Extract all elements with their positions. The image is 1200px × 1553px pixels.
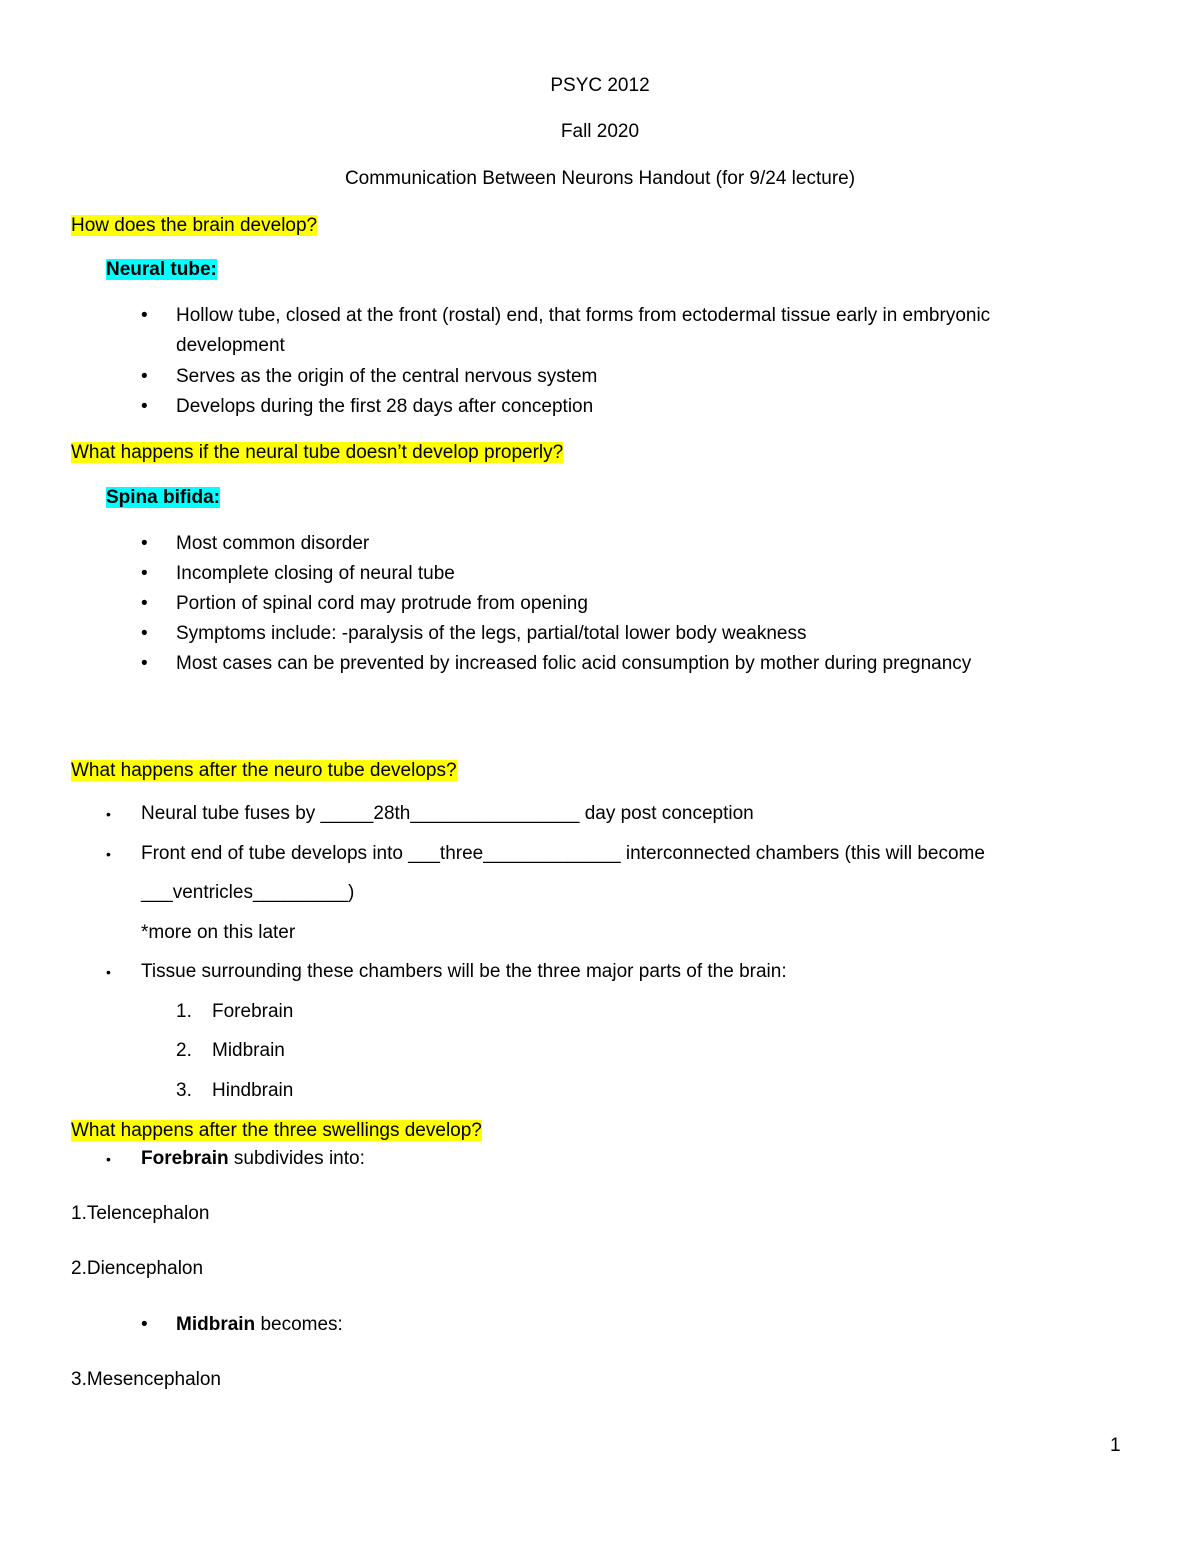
list-item: Portion of spinal cord may protrude from opening [176, 593, 588, 614]
question-text: What happens if the neural tube doesn’t develop properly? [71, 442, 564, 463]
bullet-icon: • [141, 305, 148, 326]
question-text: What happens after the neuro tube develops? [71, 760, 457, 781]
question-after-neuro-tube [71, 759, 457, 783]
bullet-icon: • [141, 563, 148, 584]
term-text: Spina bifida: [106, 487, 220, 508]
bullet-icon: • [141, 533, 148, 554]
term-spina-bifida [106, 486, 220, 510]
question-text: How does the brain develop? [71, 215, 318, 236]
question-text: What happens after the three swellings develop? [71, 1120, 482, 1141]
forebrain-label: Forebrain [141, 1148, 229, 1169]
bullet-icon: • [141, 366, 148, 387]
subdivision-item: 2.Diencephalon [71, 1258, 204, 1279]
list-item: Most common disorder [176, 533, 370, 554]
question-neural-tube-improper [71, 441, 563, 465]
list-item: Develops during the first 28 days after conception [176, 396, 594, 417]
question-after-swellings [71, 1119, 482, 1143]
list-item-continuation: development [176, 335, 285, 356]
subdivision-item: 3.Mesencephalon [71, 1369, 221, 1390]
list-item: Front end of tube develops into ___three_____________ interconnected chambers (this will become [141, 843, 985, 864]
bullet-icon: • [106, 1151, 111, 1167]
bullet-icon: • [106, 806, 111, 822]
list-item: Tissue surrounding these chambers will be the three major parts of the brain: [141, 961, 787, 982]
course-code: PSYC 2012 [550, 75, 650, 96]
list-number: 1. [176, 1001, 192, 1022]
bullet-icon: • [141, 396, 148, 417]
bullet-icon: • [141, 623, 148, 644]
forebrain-text: subdivides into: [228, 1148, 365, 1169]
forebrain-line [141, 1147, 365, 1171]
list-item: Symptoms include: -paralysis of the legs, partial/total lower body weakness [176, 623, 807, 644]
page-number: 1 [1110, 1435, 1121, 1456]
note: *more on this later [141, 922, 296, 943]
midbrain-text: becomes: [255, 1314, 343, 1335]
subdivision-item: 1.Telencephalon [71, 1203, 210, 1224]
bullet-icon: • [141, 653, 148, 674]
term-text: Neural tube: [106, 259, 217, 280]
bullet-icon: • [106, 964, 111, 980]
list-item: Incomplete closing of neural tube [176, 563, 455, 584]
term-neural-tube [106, 258, 217, 282]
list-item: Hollow tube, closed at the front (rostal) end, that forms from ectodermal tissue early in embryonic [176, 305, 991, 326]
bullet-icon: • [106, 846, 111, 862]
midbrain-label: Midbrain [176, 1314, 256, 1335]
brain-part: Hindbrain [212, 1080, 294, 1101]
list-item: Serves as the origin of the central nervous system [176, 366, 598, 387]
handout-title: Communication Between Neurons Handout (for 9/24 lecture) [344, 168, 856, 189]
list-item: Most cases can be prevented by increased folic acid consumption by mother during pregnancy [176, 653, 972, 674]
list-number: 3. [176, 1080, 192, 1101]
brain-part: Midbrain [212, 1040, 285, 1061]
bullet-icon: • [141, 593, 148, 614]
bullet-icon: • [141, 1314, 148, 1335]
list-number: 2. [176, 1040, 192, 1061]
midbrain-line [176, 1313, 343, 1337]
list-item-continuation: ___ventricles_________) [141, 882, 355, 903]
question-brain-develop [71, 214, 317, 238]
term: Fall 2020 [560, 121, 640, 142]
brain-part: Forebrain [212, 1001, 294, 1022]
list-item: Neural tube fuses by _____28th________________ day post conception [141, 803, 754, 824]
